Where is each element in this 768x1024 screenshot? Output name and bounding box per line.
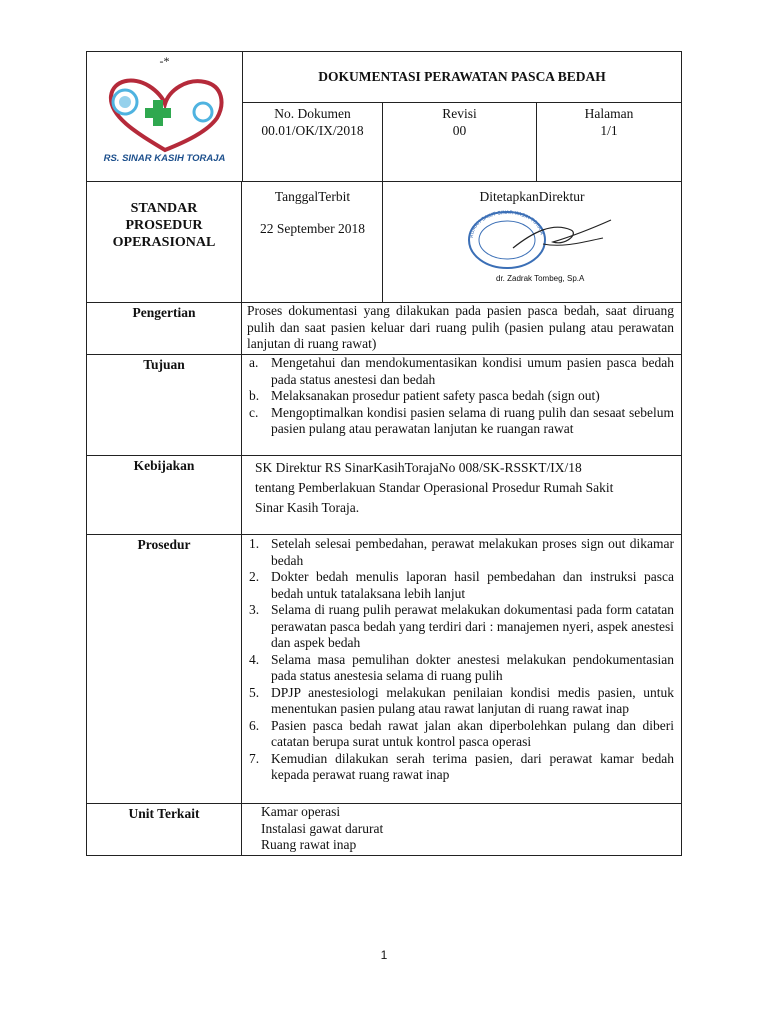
logo-cell bbox=[87, 52, 243, 181]
sop-line-2: PROSEDUR bbox=[125, 218, 203, 233]
tujuan-list bbox=[243, 355, 681, 438]
header-mark: -* bbox=[159, 54, 170, 68]
revision-cell bbox=[383, 103, 537, 181]
doc-number-value: 00.01/OK/IX/2018 bbox=[261, 123, 364, 138]
kebijakan-text bbox=[243, 456, 681, 534]
list-item: Instalasi gawat darurat bbox=[261, 820, 384, 836]
list-item: a. Mengetahui dan mendokumentasikan kondisi umum pasien pasca bedah pada status anestesi dan bedah bbox=[249, 355, 674, 387]
official-stamp-signature-icon bbox=[453, 202, 623, 274]
list-item: 6. Pasien pasca bedah rawat jalan akan diperbolehkan pulang dan diberi catatan berupa surat untuk kontrol pasca operasi bbox=[249, 717, 674, 749]
kebijakan-line-3: Sinar Kasih Toraja. bbox=[255, 500, 360, 515]
revision-label: Revisi bbox=[442, 106, 477, 121]
tujuan-content bbox=[243, 355, 681, 455]
list-item: 2. Dokter bedah menulis laporan hasil pembedahan dan instruksi pasca bedah untuk tatalaksana lebih lanjut bbox=[249, 569, 674, 601]
unit-terkait-section bbox=[86, 804, 682, 856]
kebijakan-line-1: SK Direktur RS SinarKasihTorajaNo 008/SK-RSSKT/IX/18 bbox=[255, 460, 582, 475]
sop-label-cell bbox=[87, 182, 242, 302]
doc-number-cell bbox=[243, 103, 383, 181]
unit-terkait-content bbox=[243, 804, 681, 855]
revision-value: 00 bbox=[452, 123, 467, 138]
prosedur-content bbox=[243, 535, 681, 803]
pengertian-section bbox=[86, 303, 682, 355]
list-item: 7. Kemudian dilakukan serah terima pasien, dari perawat kamar bedah kepada perawat ruang rawat inap bbox=[249, 750, 674, 782]
kebijakan-label: Kebijakan bbox=[87, 456, 242, 534]
document-title: DOKUMENTASI PERAWATAN PASCA BEDAH bbox=[318, 69, 606, 84]
page-cell bbox=[537, 103, 681, 181]
unit-terkait-label: Unit Terkait bbox=[87, 804, 242, 855]
approval-cell bbox=[383, 182, 681, 302]
list-item: Ruang rawat inap bbox=[261, 837, 357, 852]
list-item: 4. Selama masa pemulihan dokter anestesi melakukan pendokumentasian pada status anestesia selama di ruang pulih bbox=[249, 651, 674, 683]
tujuan-label: Tujuan bbox=[87, 355, 242, 455]
stamp-text: RUMAH SAKIT SINAR KASIH TORAJA bbox=[468, 209, 545, 239]
pengertian-label: Pengertian bbox=[87, 303, 242, 354]
unit-terkait-list bbox=[261, 804, 681, 854]
sop-line-1: STANDAR bbox=[130, 201, 198, 216]
list-item: Kamar operasi bbox=[261, 804, 341, 819]
list-item: 5. DPJP anestesiologi melakukan penilaian kondisi medis pasien, untuk menentukan pasien pulang atau rawat lanjutan di ruang rawat inap bbox=[249, 684, 674, 716]
prosedur-list bbox=[243, 536, 681, 784]
issued-label: TanggalTerbit bbox=[274, 189, 351, 204]
list-item: c. Mengoptimalkan kondisi pasien selama di ruang pulih dan sesaat sebelum pasien pulang atau perawatan lanjutan ke ruangan rawat bbox=[249, 404, 674, 436]
title-cell bbox=[243, 52, 681, 103]
prosedur-label: Prosedur bbox=[87, 535, 242, 803]
tujuan-section bbox=[86, 355, 682, 456]
doc-number-label: No. Dokumen bbox=[274, 106, 351, 121]
hospital-name: RS. SINAR KASIH TORAJA bbox=[103, 153, 226, 164]
page-label: Halaman bbox=[584, 106, 634, 121]
list-item: 1. Setelah selesai pembedahan, perawat melakukan proses sign out dikamar bedah bbox=[249, 536, 674, 568]
sop-section bbox=[86, 182, 682, 303]
sop-document-table bbox=[86, 51, 682, 856]
signatory-name: dr. Zadrak Tombeg, Sp.A bbox=[496, 274, 585, 283]
list-item: 3. Selama di ruang pulih perawat melakukan dokumentasi pada form catatan perawatan pasca bedah yang terdiri dari : manajemen nyeri, aspek anestesi dan aspek bedah bbox=[249, 602, 674, 650]
sop-line-3: OPERASIONAL bbox=[112, 235, 216, 250]
prosedur-section bbox=[86, 535, 682, 804]
page-value: 1/1 bbox=[600, 123, 618, 138]
kebijakan-line-2: tentang Pemberlakuan Standar Operasional Prosedur Rumah Sakit bbox=[255, 480, 614, 495]
issued-value: 22 September 2018 bbox=[260, 221, 365, 236]
page-number: 1 bbox=[380, 948, 388, 962]
list-item: b. Melaksanakan prosedur patient safety pasca bedah (sign out) bbox=[249, 388, 600, 403]
kebijakan-section bbox=[86, 456, 682, 535]
hospital-logo-icon bbox=[95, 70, 235, 160]
issued-date-cell bbox=[243, 182, 383, 302]
approved-label: DitetapkanDirektur bbox=[479, 189, 585, 204]
pengertian-text: Proses dokumentasi yang dilakukan pada pasien pasca bedah, saat diruang pulih dan saat pasien keluar dari ruang pulih (pasien pulang atau perawatan lanjutan di ruang rawat) bbox=[247, 303, 674, 351]
header-top-section bbox=[86, 51, 682, 182]
